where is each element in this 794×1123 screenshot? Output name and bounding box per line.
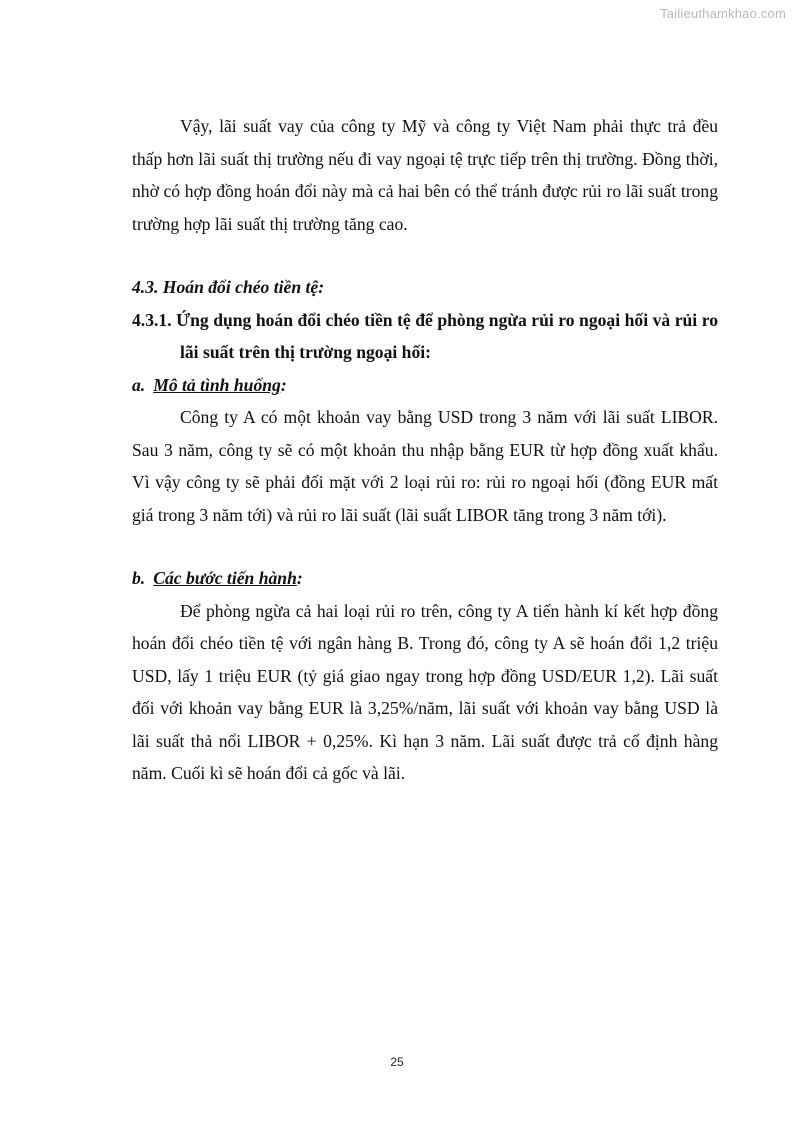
section-heading: 4.3. Hoán đổi chéo tiền tệ: [132,277,325,297]
page-number: 25 [390,1055,404,1069]
subheading-a-title: Mô tả tình huống [153,374,281,395]
document-body [132,110,718,790]
paragraph-situation: Công ty A có một khoản vay bằng USD trong 3 năm với lãi suất LIBOR. Sau 3 năm, công ty sẽ có một khoản thu nhập bằng EUR từ hợp đồng xuất khẩu. Vì vậy công ty sẽ phải đối mặt với 2 loại rủi ro: rủi ro ngoại hối (đồng EUR mất giá trong 3 năm tới) và rủi ro lãi suất (lãi suất LIBOR tăng trong 3 năm tới). [132,407,718,525]
subheading-b-letter: b. [132,568,146,588]
spacer [132,531,718,562]
subsection-heading: 4.3.1. Ứng dụng hoán đổi chéo tiền tệ để phòng ngừa rủi ro ngoại hối và rủi ro lãi suất trên thị trường ngoại hối: [132,309,718,362]
paragraph-conclusion: Vậy, lãi suất vay của công ty Mỹ và công ty Việt Nam phải thực trả đều thấp hơn lãi suất thị trường nếu đi vay ngoại tệ trực tiếp trên thị trường. Đồng thời, nhờ có hợp đồng hoán đổi này mà cả hai bên có thể tránh được rủi ro lãi suất trong trường hợp lãi suất thị trường tăng cao. [132,116,718,234]
subheading-a-colon: : [280,374,287,395]
subheading-b-colon: : [296,568,303,588]
paragraph-steps: Để phòng ngừa cả hai loại rủi ro trên, công ty A tiến hành kí kết hợp đồng hoán đổi chéo tiền tệ với ngân hàng B. Trong đó, công ty A sẽ hoán đổi 1,2 triệu USD, lấy 1 triệu EUR (tỷ giá giao ngay trong hợp đồng USD/EUR 1,2). Lãi suất đối với khoản vay bằng EUR là 3,25%/năm, lãi suất với khoản vay bằng USD là lãi suất thả nổi LIBOR + 0,25%. Kì hạn 3 năm. Lãi suất được trả cố định hàng năm. Cuối kì sẽ hoán đổi cả gốc và lãi. [132,600,718,783]
subheading-a-letter: a. [132,374,146,395]
subheading-b [132,562,718,595]
subheading-a [132,369,718,402]
subheading-b-title: Các bước tiến hành [153,568,297,588]
watermark: Tailieuthamkhao.com [660,6,786,21]
spacer [132,240,718,271]
